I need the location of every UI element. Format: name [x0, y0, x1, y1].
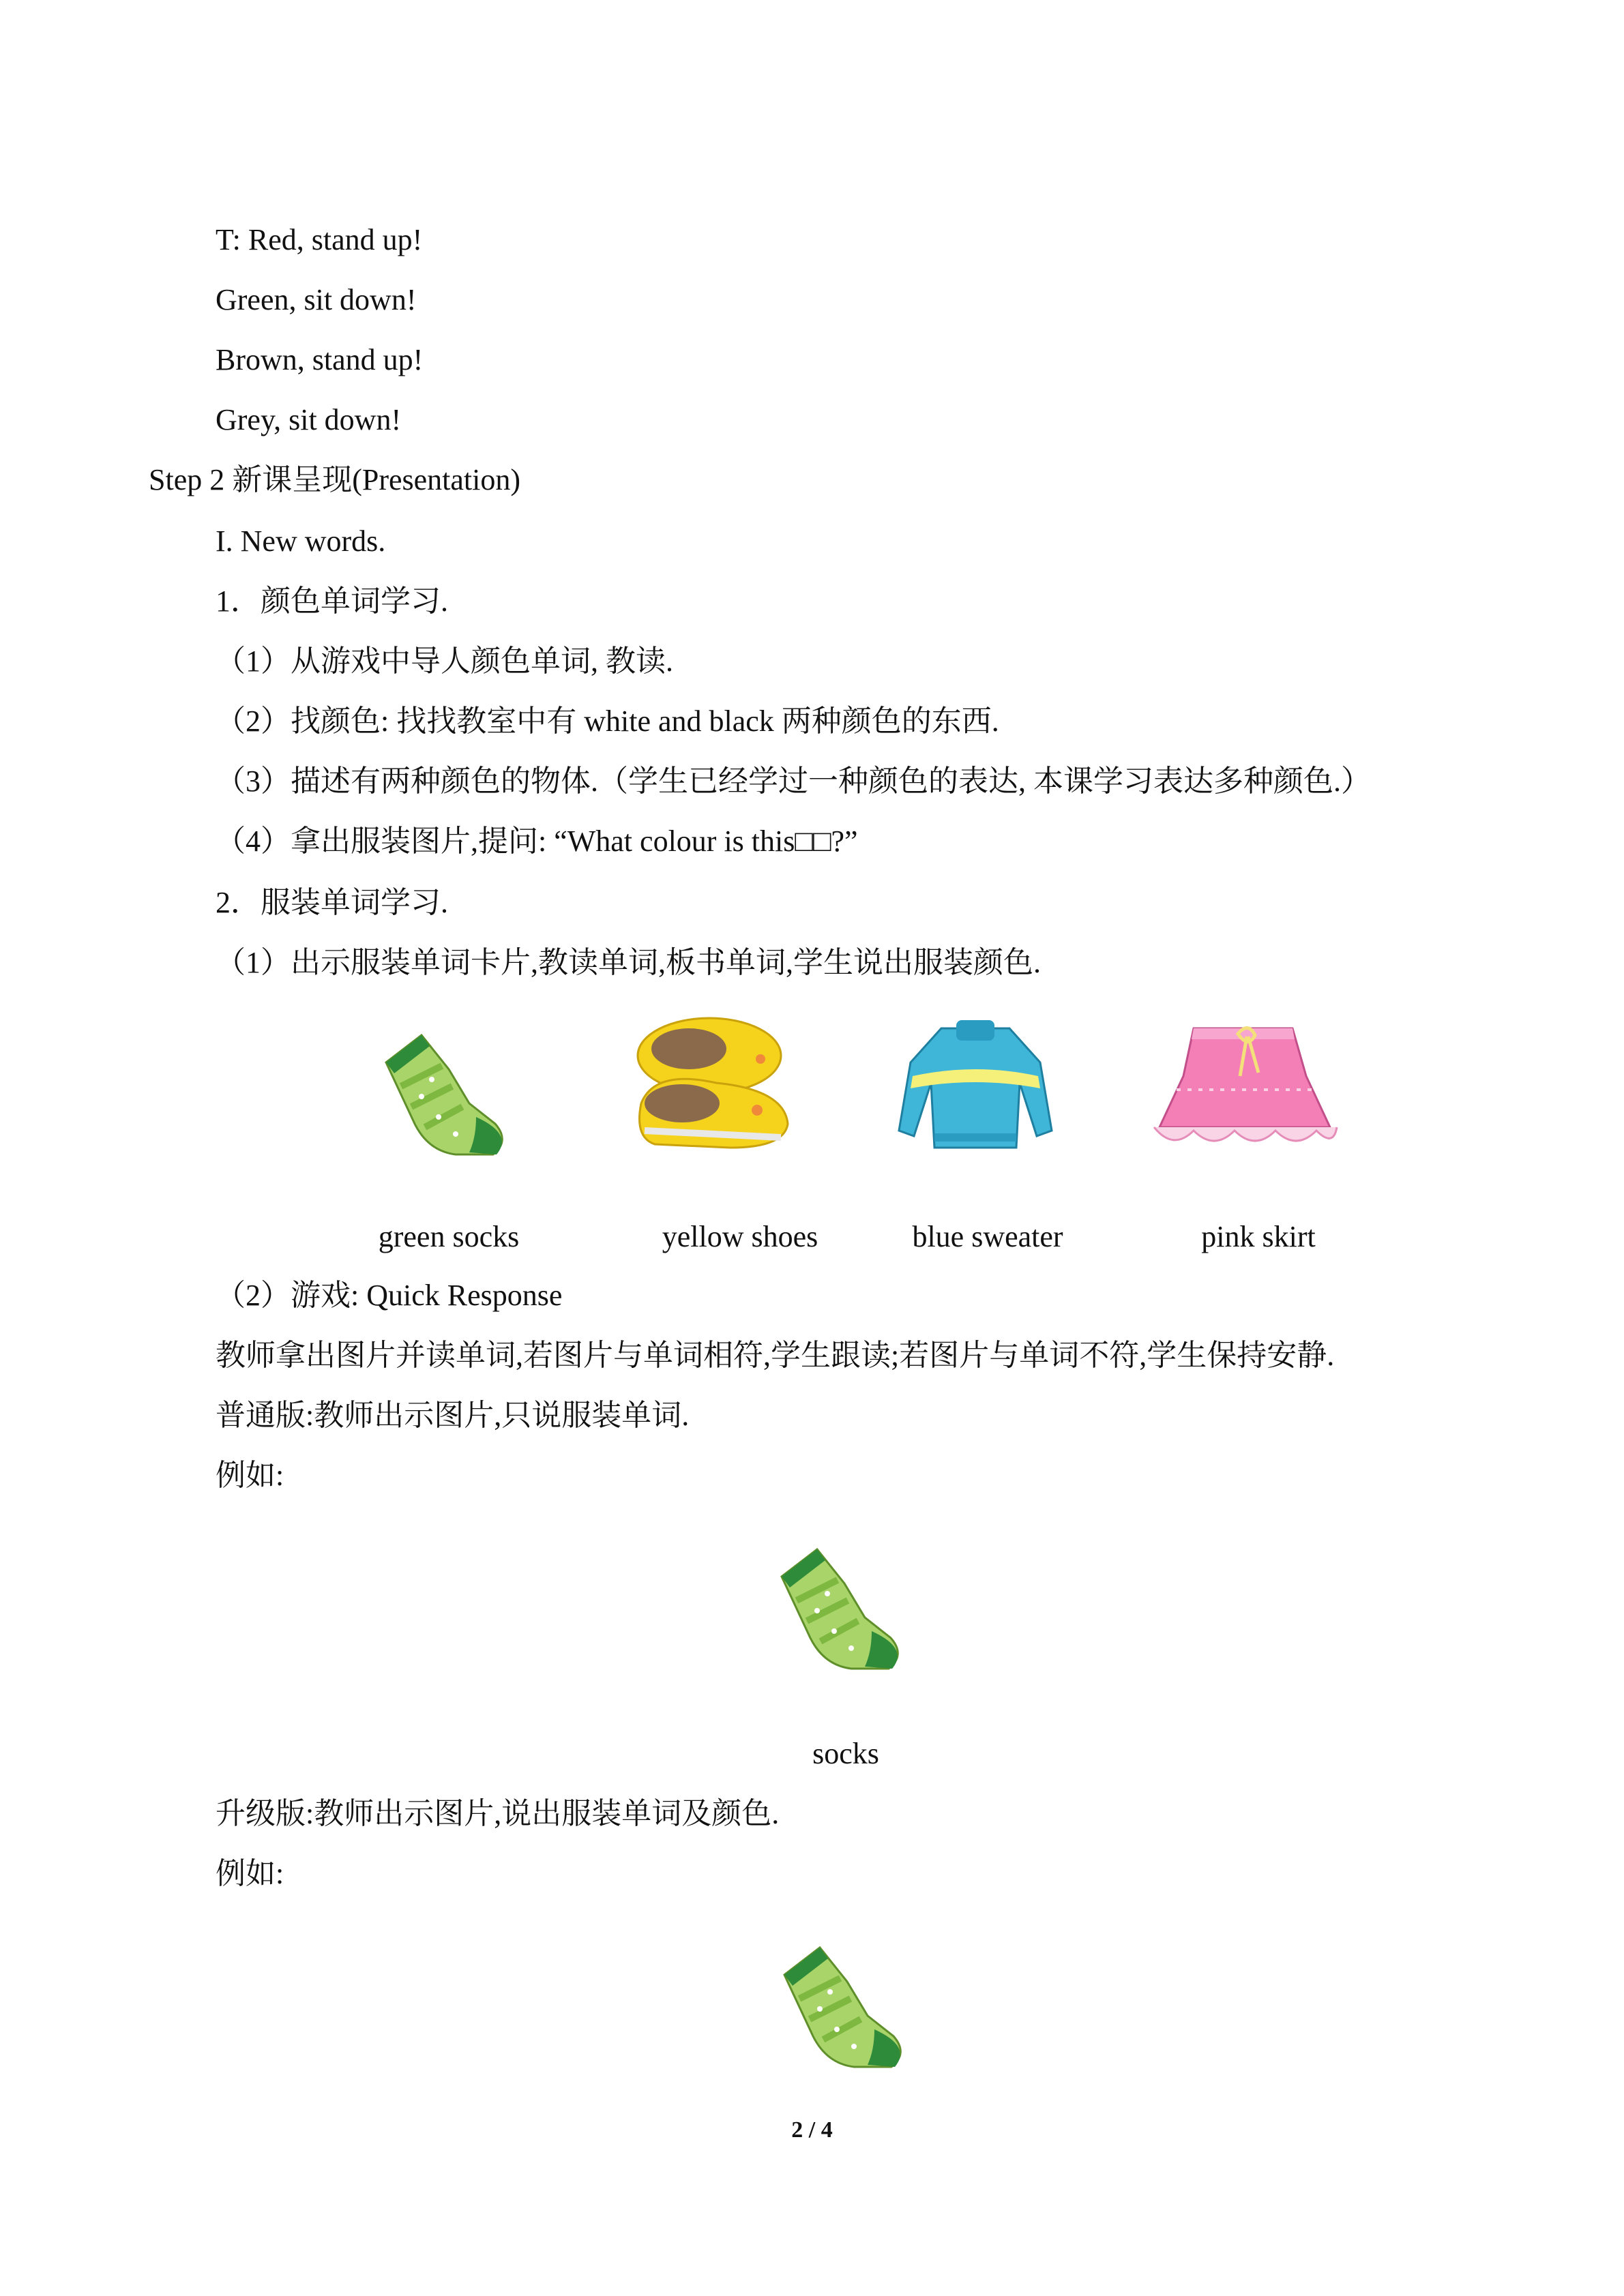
intro-line-2: Green, sit down! — [216, 283, 417, 316]
caption-blue-sweater: blue sweater — [912, 1220, 1063, 1253]
clothes-section-title: 2．服装单词学习. — [216, 886, 448, 919]
color-item-1: （1）从游戏中导人颜色单词, 教读. — [216, 644, 673, 678]
blue-sweater-icon — [894, 1015, 1057, 1158]
color-item-2: （2）找颜色: 找找教室中有 white and black 两种颜色的东西. — [216, 704, 999, 738]
color-section-title: 1．颜色单词学习. — [216, 584, 448, 618]
yellow-shoes-icon — [628, 1008, 798, 1158]
socks-example-icon — [769, 1536, 919, 1672]
socks-example-2-icon — [772, 1934, 922, 2070]
example-caption-socks: socks — [812, 1737, 879, 1770]
green-socks-icon — [374, 1022, 524, 1158]
color-item-3: （3）描述有两种颜色的物体.（学生已经学过一种颜色的表达, 本课学习表达多种颜色.） — [216, 764, 1371, 798]
game-rule: 教师拿出图片并读单词,若图片与单词相符,学生跟读;若图片与单词不符,学生保持安静. — [216, 1339, 1335, 1372]
caption-green-socks: green socks — [378, 1220, 520, 1253]
page-number: 2 / 4 — [791, 2117, 833, 2143]
pink-skirt-icon — [1146, 1015, 1344, 1158]
caption-yellow-shoes: yellow shoes — [662, 1220, 818, 1253]
basic-version: 普通版:教师出示图片,只说服装单词. — [216, 1399, 690, 1432]
step-heading: Step 2 新课呈现(Presentation) — [149, 463, 521, 496]
intro-line-4: Grey, sit down! — [216, 403, 402, 436]
clothes-item-1: （1）出示服装单词卡片,教读单词,板书单词,学生说出服装颜色. — [216, 946, 1041, 979]
new-words-heading: I. New words. — [216, 524, 386, 558]
example-label-1: 例如: — [216, 1459, 284, 1492]
caption-pink-skirt: pink skirt — [1201, 1220, 1316, 1253]
intro-line-3: Brown, stand up! — [216, 343, 424, 376]
clothes-item-2: （2）游戏: Quick Response — [216, 1279, 563, 1312]
intro-line-1: T: Red, stand up! — [216, 223, 423, 256]
color-item-4: （4）拿出服装图片,提问: “What colour is this□□?” — [216, 824, 858, 858]
advanced-version: 升级版:教师出示图片,说出服装单词及颜色. — [216, 1797, 780, 1830]
example-label-2: 例如: — [216, 1857, 284, 1890]
